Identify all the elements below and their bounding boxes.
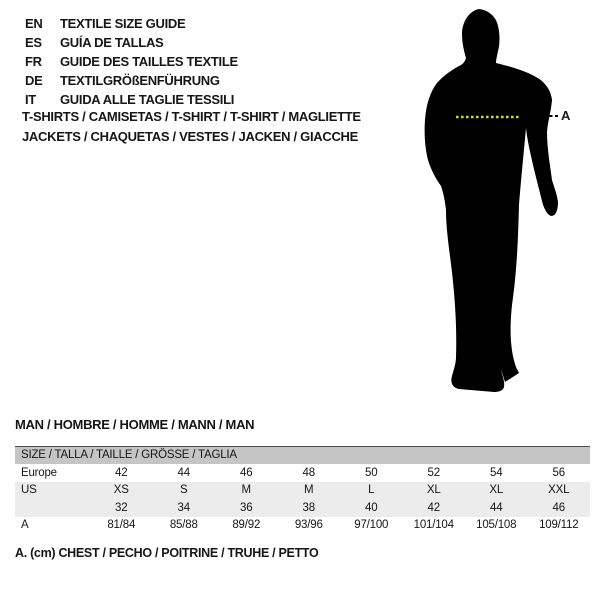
row-label: A: [21, 519, 29, 532]
table-cell: XL: [489, 484, 504, 497]
language-label: GUÍA DE TALLAS: [60, 35, 164, 50]
section-title: MAN / HOMBRE / HOMME / MANN / MAN: [15, 417, 255, 432]
table-cell: 44: [177, 466, 190, 479]
table-cell: XS: [113, 484, 129, 497]
man-silhouette-shape: [425, 9, 558, 392]
table-cell: M: [304, 484, 314, 497]
table-cell: 46: [552, 501, 565, 514]
language-label: GUIDA ALLE TAGLIE TESSILI: [60, 92, 235, 107]
table-cell: S: [180, 484, 188, 497]
table-cell: 38: [302, 501, 315, 514]
table-row-europe: [15, 464, 590, 482]
table-cell: 81/84: [107, 519, 136, 532]
language-code: FR: [25, 54, 42, 69]
table-cell: L: [368, 484, 375, 497]
table-cell: 46: [240, 466, 253, 479]
language-code: DE: [25, 73, 43, 88]
size-table: [15, 446, 590, 534]
table-cell: 44: [490, 501, 503, 514]
footnote: A. (cm) CHEST / PECHO / POITRINE / TRUHE / PETTO: [15, 546, 319, 560]
table-cell: 97/100: [354, 519, 389, 532]
table-cell: 40: [365, 501, 378, 514]
table-cell: 34: [177, 501, 190, 514]
table-cell: 89/92: [232, 519, 261, 532]
table-row-chest-cm: [15, 517, 590, 535]
table-cell: 56: [552, 466, 565, 479]
table-cell: XL: [426, 484, 441, 497]
table-cell: XXL: [548, 484, 570, 497]
table-cell: 42: [427, 501, 440, 514]
table-cell: 105/108: [476, 519, 517, 532]
language-label: GUIDE DES TAILLES TEXTILE: [60, 54, 238, 69]
language-label: TEXTILE SIZE GUIDE: [60, 16, 186, 31]
table-cell: 109/112: [539, 519, 579, 532]
table-cell: 85/88: [169, 519, 198, 532]
measurement-label: A: [561, 108, 571, 123]
language-label: TEXTILGRÖßENFÜHRUNG: [60, 73, 220, 88]
category-jackets: JACKETS / CHAQUETAS / VESTES / JACKEN / GIACCHE: [22, 128, 358, 144]
language-code: IT: [25, 92, 36, 107]
row-label: Europe: [21, 466, 57, 479]
table-row-us-letters: [15, 482, 590, 500]
row-label: US: [21, 484, 37, 497]
table-cell: 93/96: [294, 519, 323, 532]
language-code: ES: [25, 35, 42, 50]
table-cell: 48: [302, 466, 315, 479]
table-cell: 42: [115, 466, 128, 479]
language-code: EN: [25, 16, 43, 31]
table-cell: 52: [427, 466, 440, 479]
table-cell: 36: [240, 501, 253, 514]
table-cell: 54: [490, 466, 503, 479]
table-cell: 50: [365, 466, 378, 479]
size-table-header: SIZE / TALLA / TAILLE / GRÖSSE / TAGLIA: [15, 447, 590, 464]
table-cell: 32: [115, 501, 128, 514]
table-row-us-numbers: [15, 499, 590, 517]
table-cell: 101/104: [413, 519, 454, 532]
category-tshirts: T-SHIRTS / CAMISETAS / T-SHIRT / T-SHIRT / MAGLIETTE: [22, 109, 361, 124]
table-cell: M: [241, 484, 251, 497]
